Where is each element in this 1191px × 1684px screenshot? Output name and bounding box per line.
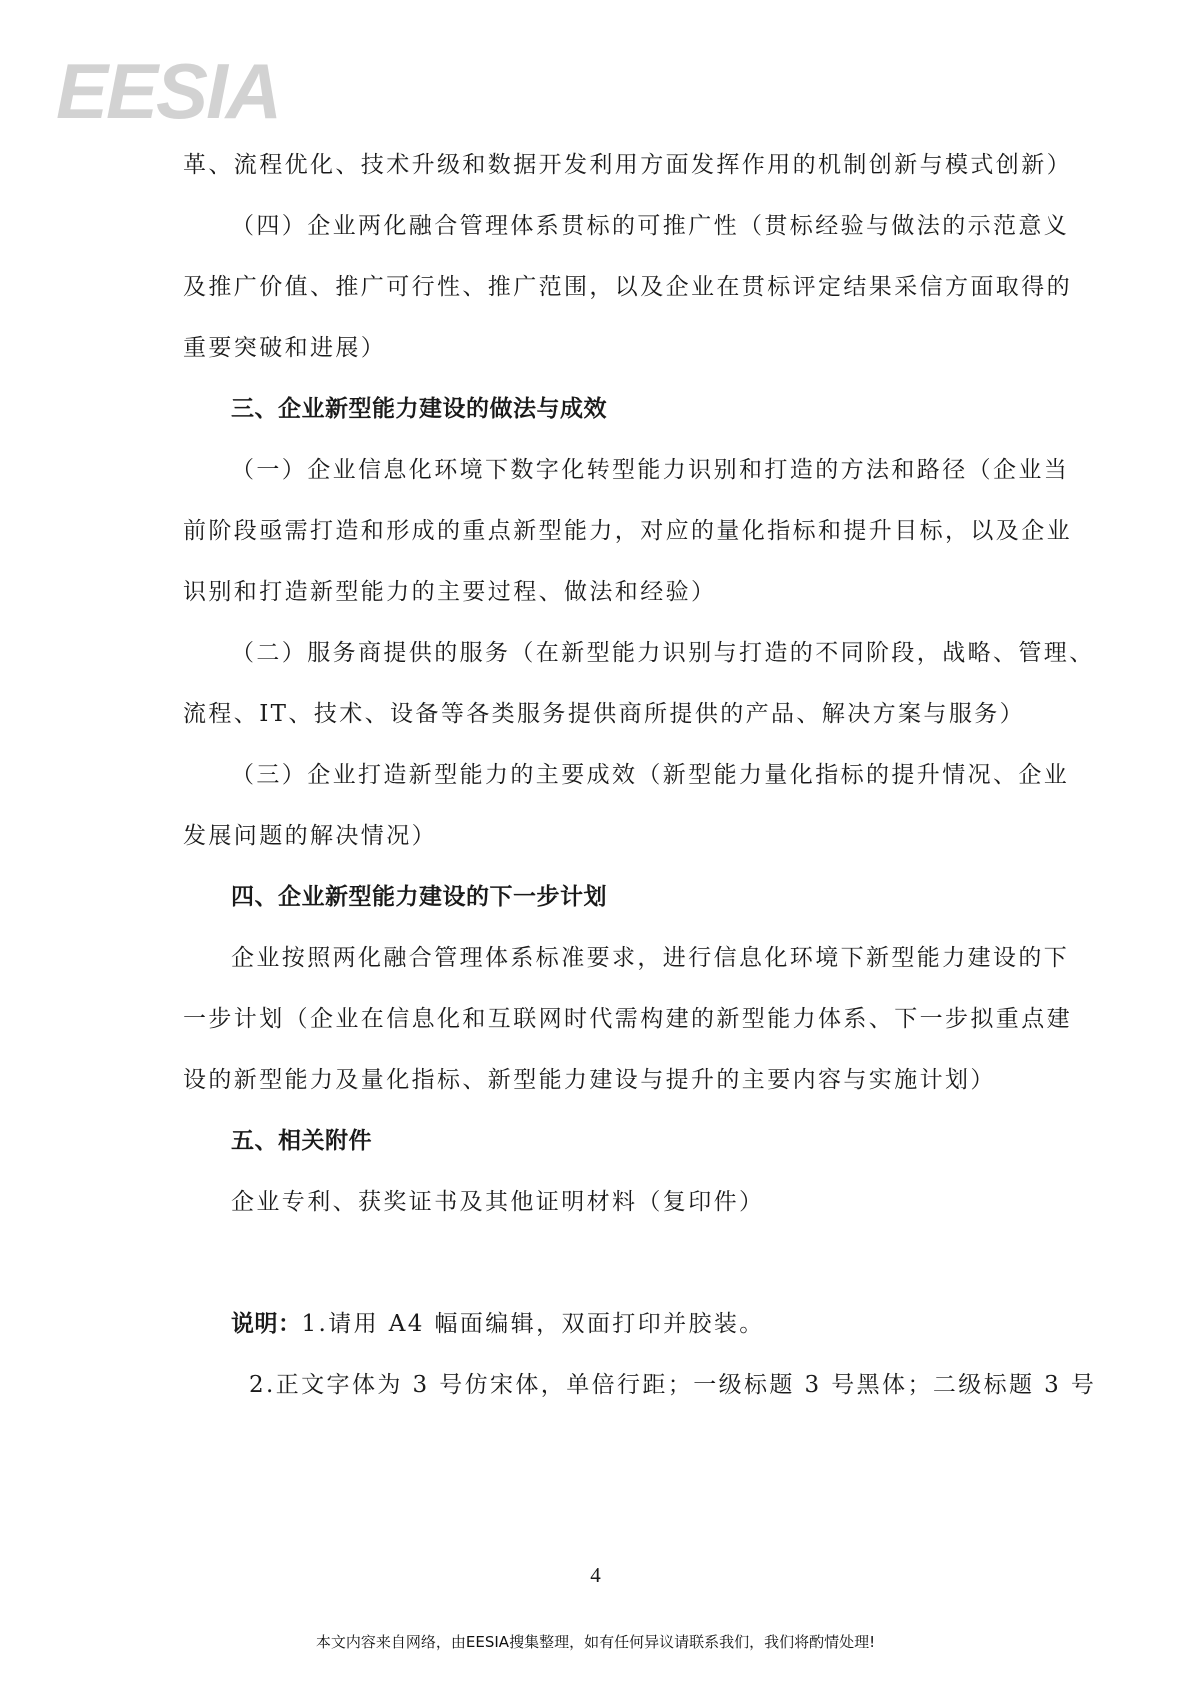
paragraph-line: 前阶段亟需打造和形成的重点新型能力，对应的量化指标和提升目标，以及企业 [183,518,1072,544]
note-item-2: 2.正文字体为 3 号仿宋体，单倍行距；一级标题 3 号黑体；二级标题 3 号 [249,1372,1097,1398]
paragraph-line: 识别和打造新型能力的主要过程、做法和经验） [183,579,717,605]
note-item-1: 1.请用 A4 幅面编辑，双面打印并胶装。 [301,1311,765,1337]
paragraph-line: 流程、IT、技术、设备等各类服务提供商所提供的产品、解决方案与服务） [183,701,1026,727]
note-label: 说明： [231,1311,302,1337]
paragraph-line: （二）服务商提供的服务（在新型能力识别与打造的不同阶段，战略、管理、 [231,640,1095,666]
paragraph-line: （一）企业信息化环境下数字化转型能力识别和打造的方法和路径（企业当 [231,457,1070,483]
note-line-1 [231,1309,1018,1339]
paragraph-line: （四）企业两化融合管理体系贯标的可推广性（贯标经验与做法的示范意义 [231,213,1070,239]
paragraph-line: 及推广价值、推广可行性、推广范围，以及企业在贯标评定结果采信方面取得的 [183,274,1072,300]
paragraph-line: 革、流程优化、技术升级和数据开发利用方面发挥作用的机制创新与模式创新） [183,152,1072,178]
paragraph-line: 发展问题的解决情况） [183,823,437,849]
paragraph-line: 企业专利、获奖证书及其他证明材料（复印件） [231,1189,765,1215]
paragraph-line: 设的新型能力及量化指标、新型能力建设与提升的主要内容与实施计划） [183,1067,996,1093]
svg-text:EESIA: EESIA [56,50,281,134]
section-heading-5: 五、相关附件 [231,1128,372,1154]
page-number: 4 [590,1563,601,1587]
paragraph-line: 一步计划（企业在信息化和互联网时代需构建的新型能力体系、下一步拟重点建 [183,1006,1072,1032]
eesia-logo [56,50,296,134]
section-heading-3: 三、企业新型能力建设的做法与成效 [231,396,607,422]
paragraph-line: 企业按照两化融合管理体系标准要求，进行信息化环境下新型能力建设的下 [231,945,1070,971]
footer-disclaimer: 本文内容来自网络，由EESIA搜集整理，如有任何异议请联系我们，我们将酌情处理! [315,1633,876,1651]
paragraph-line: （三）企业打造新型能力的主要成效（新型能力量化指标的提升情况、企业 [231,762,1070,788]
section-heading-4: 四、企业新型能力建设的下一步计划 [231,884,607,910]
paragraph-line: 重要突破和进展） [183,335,387,361]
